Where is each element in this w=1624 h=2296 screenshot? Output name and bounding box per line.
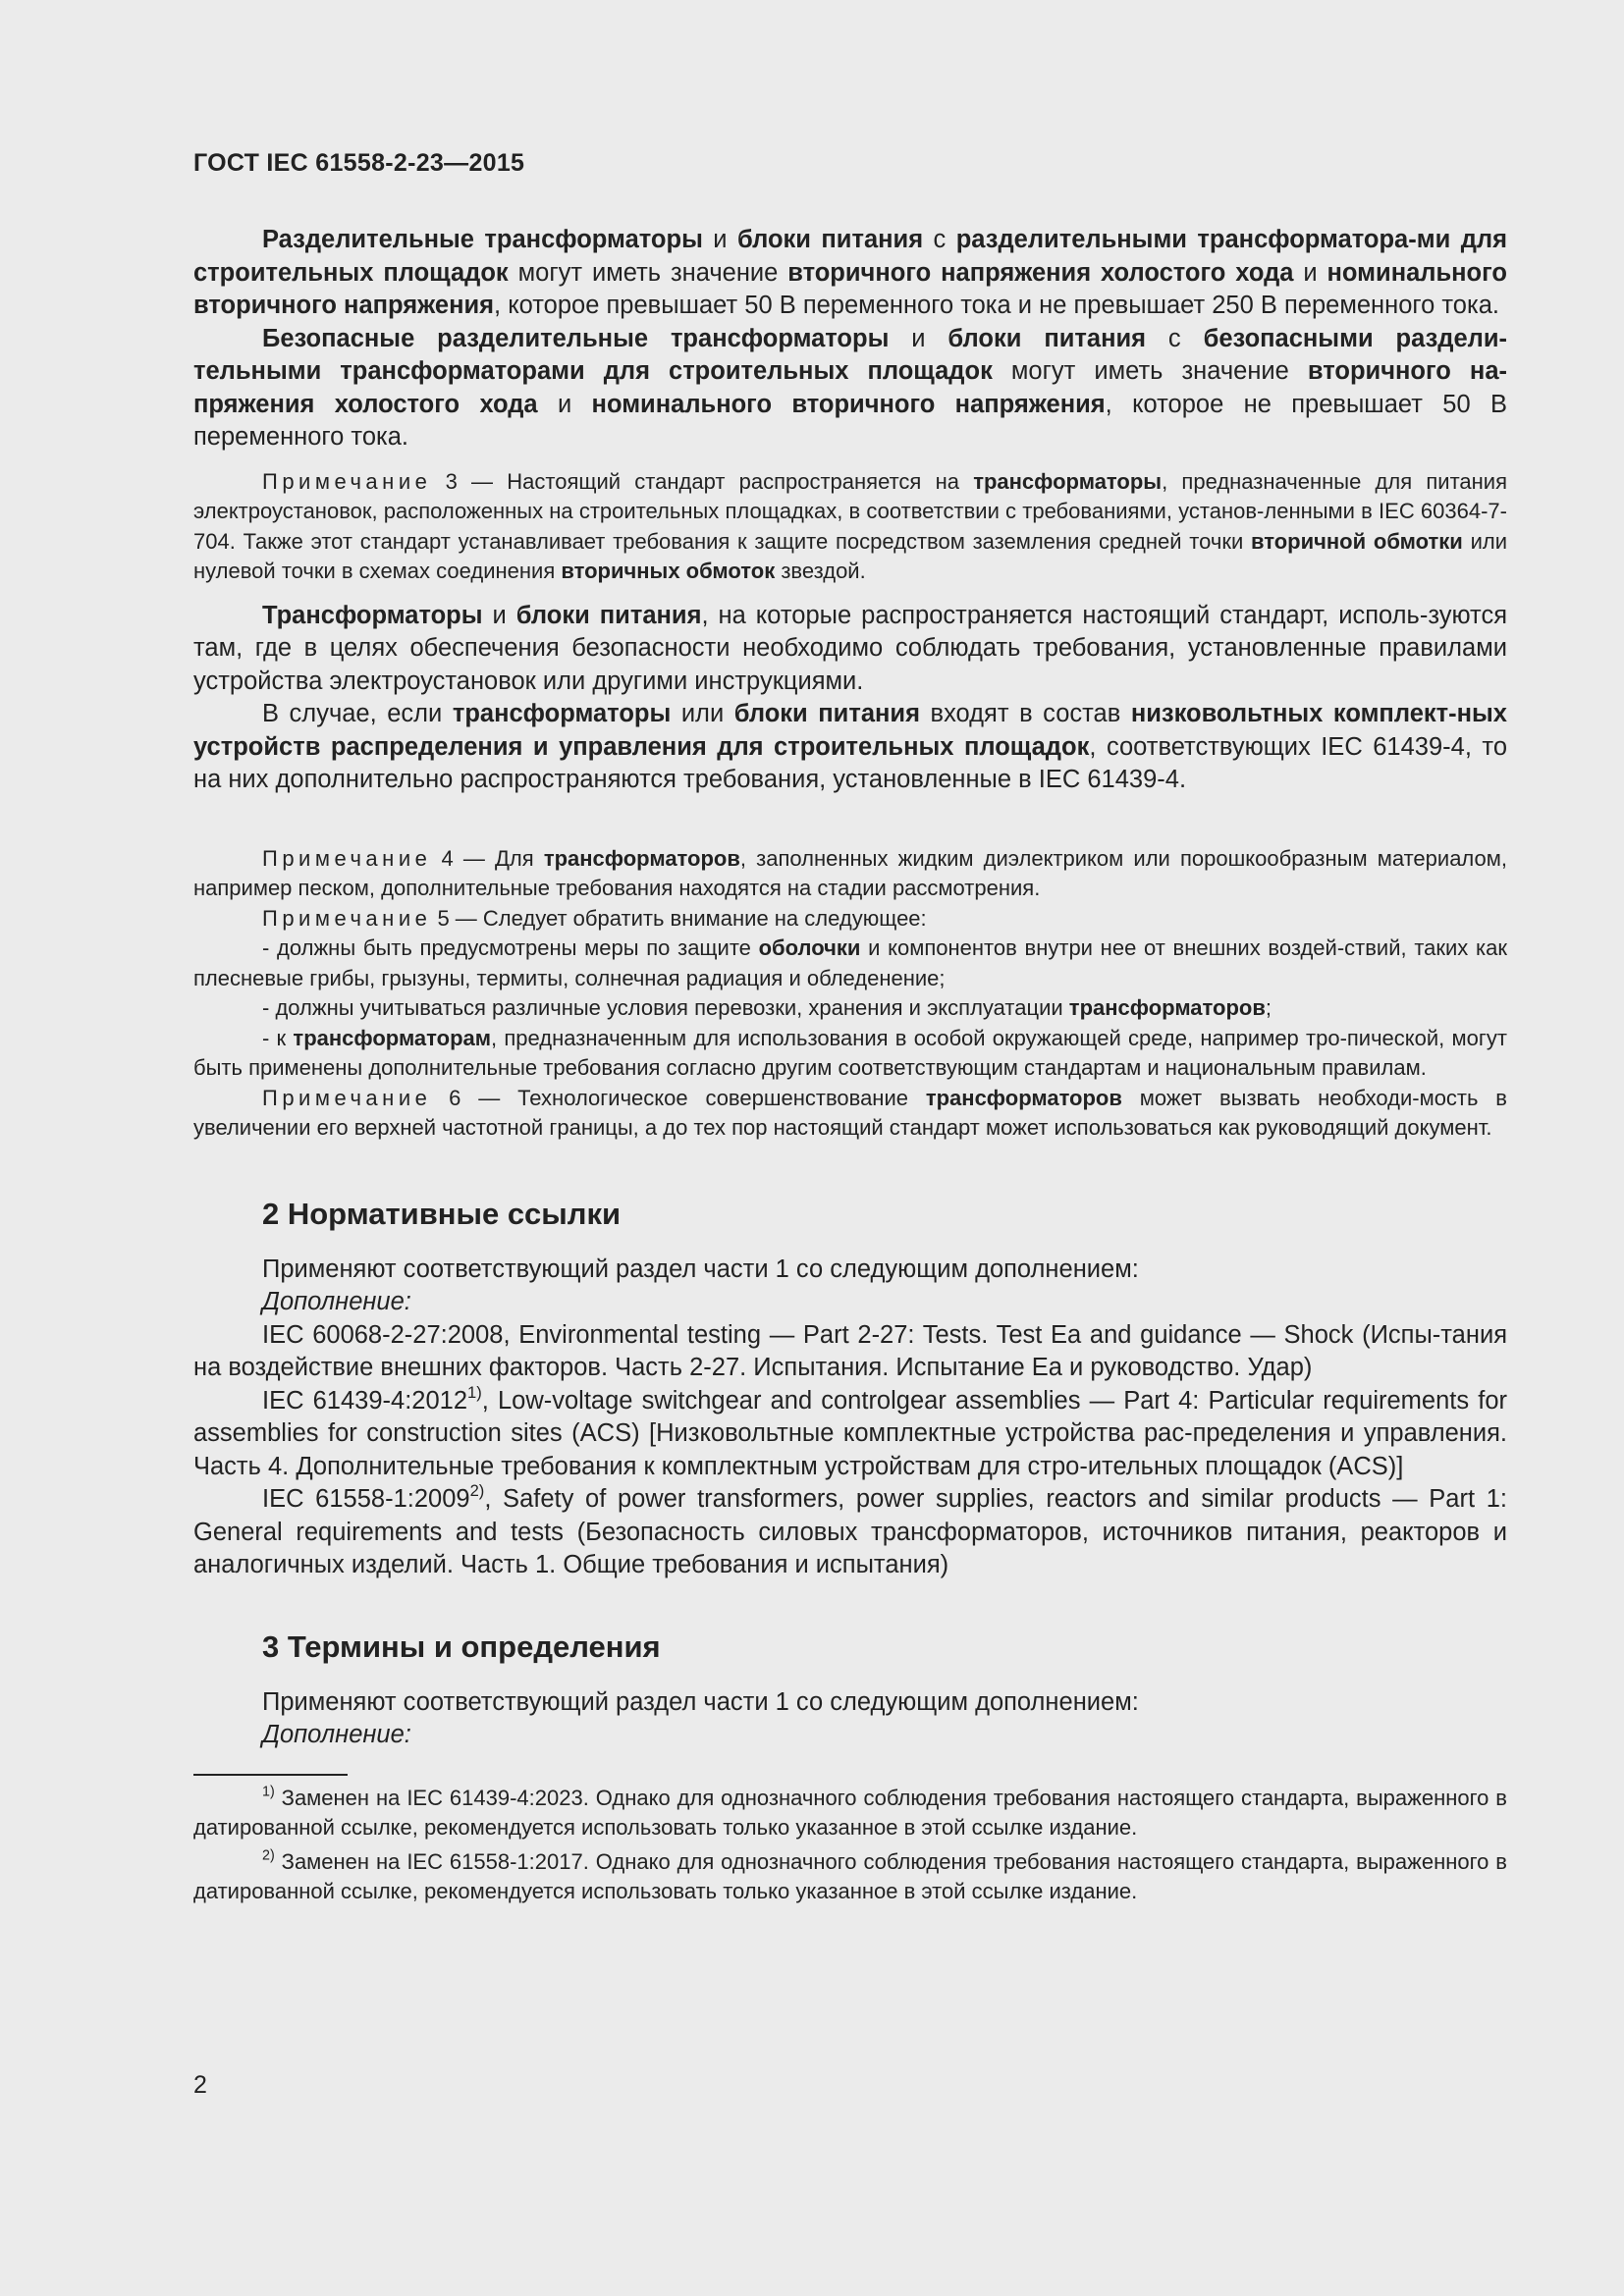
text-run: или — [671, 700, 734, 727]
bold-term: вторичного напряжения холостого хода — [787, 258, 1294, 287]
text-run: , Low-voltage switchgear and controlgear assemblies — Part 4: Particular requirements for assemblies for construction sites (ACS) [Низковольтные комплектные устройства рас-пределения и управления. Часть 4. Дополнительные требования к комплектным устройствам для стро-ительных площадок (ACS)] — [193, 1386, 1507, 1480]
text-run: - к — [262, 1025, 294, 1050]
footnote-rule — [193, 1774, 348, 1776]
bold-term: трансформаторы — [973, 468, 1163, 494]
text-run: , предназначенным для использования в особой окружающей среде, например тро-пической, могут быть применены дополнительные требования согласно другим соответствующим стандартам и национальным правилам. — [193, 1025, 1507, 1080]
text-run: IEC 61558-1:2009 — [262, 1485, 470, 1513]
text-run: В случае, если — [262, 700, 453, 727]
bold-term: блоки питания — [733, 700, 920, 727]
paragraph — [193, 323, 1507, 454]
note-6 — [193, 1084, 1507, 1144]
text-run: и — [702, 226, 737, 253]
text-run: IEC 60068-2-27:2008, Environmental testing — Part 2-27: Tests. Test Ea and guidance — Shock (Испы-тания на воздействие внешних факторов. Часть 2-27. Испытания. Испытание Ea и руководство. Удар) — [193, 1320, 1507, 1381]
reference-entry — [193, 1483, 1507, 1582]
text-run: IEC 61439-4:2012 — [262, 1386, 468, 1415]
footnote — [193, 1784, 1507, 1843]
note-5 — [193, 904, 1507, 934]
bold-term: вторичных обмоток — [561, 559, 776, 583]
text-run: Применяют соответствующий раздел части 1 со следующим дополнением: — [262, 1687, 1139, 1716]
paragraph — [193, 1686, 1507, 1720]
bold-term: трансформаторов — [925, 1085, 1122, 1110]
text-run: , которое не превышает 50 В переменного тока. — [193, 390, 1507, 451]
text-run: , на которые распространяется настоящий стандарт, исполь-зуются там, где в целях обеспечения безопасности необходимо соблюдать требования, установленные правилами устройства электроустановок или другими инструкциями. — [193, 601, 1507, 695]
page-content — [193, 224, 1507, 1907]
bold-term: трансформаторы — [452, 700, 672, 727]
text-run: , Safety of power transformers, power supplies, reactors and similar products — Part 1: General requirements and tests (Безопасность силовых трансформаторов, источников питания, реакторов и аналогичных изделий. Часть 1. Общие требования и испытания) — [193, 1485, 1507, 1578]
text-run: , соответствующих IEC 61439-4, то на них дополнительно распространяются требования, установленные в IEC 61439-4. — [193, 732, 1507, 793]
text-run: и компонентов внутри нее от внешних воздей-ствий, таких как плесневые грибы, грызуны, термиты, солнечная радиация и обледенение; — [193, 935, 1507, 990]
bold-term: вторичного на-пряжения холостого хода — [193, 357, 1507, 418]
paragraph — [193, 600, 1507, 699]
bold-term: блоки питания — [515, 601, 702, 629]
bold-term: блоки питания — [947, 324, 1147, 352]
text-run: - должны быть предусмотрены меры по защите — [262, 935, 759, 960]
text-run: и — [1293, 258, 1327, 287]
text-run: Заменен на IEC 61439-4:2023. Однако для однозначного соблюдения требования настоящего стандарта, выраженного в датированной ссылке, рекомендуется использовать только указанное в этой ссылке издание. — [193, 1785, 1507, 1840]
section-heading: 3 Термины и определения — [262, 1629, 661, 1664]
text-run: 6 — Технологическое совершенствование — [431, 1085, 926, 1110]
text-run: , предназначенные для питания электроустановок, расположенных на строительных площадках, в соответствии с требованиями, установ-ленными в IEC 60364-7-704. Также этот стандарт устанавливает требования к защите посредством заземления средней точки — [193, 468, 1507, 554]
text-run: и — [889, 324, 948, 352]
italic-label: Дополнение: — [262, 1288, 411, 1315]
document-header: ГОСТ IEC 61558-2-23—2015 — [193, 149, 525, 177]
text-run: Применяют соответствующий раздел части 1 со следующим дополнением: — [262, 1255, 1139, 1283]
note-5-item — [193, 934, 1507, 993]
bold-term: оболочки — [758, 935, 861, 960]
paragraph — [193, 1254, 1507, 1287]
text-run: может вызвать необходи-мость в увеличении его верхней частотной границы, а до тех пор настоящий стандарт может использоваться как руководящий документ. — [193, 1085, 1507, 1140]
bold-term: Трансформаторы — [262, 601, 483, 629]
text-run: звездой. — [775, 559, 866, 583]
bold-term: вторичной обмотки — [1251, 528, 1463, 554]
section-heading: 2 Нормативные ссылки — [262, 1196, 622, 1231]
footnote-marker: 2) — [469, 1481, 485, 1501]
footnote-marker: 2) — [262, 1847, 275, 1864]
addition-label — [193, 1719, 1507, 1752]
text-run: , заполненных жидким диэлектриком или порошкообразным материалом, например песком, дополнительные требования находятся на стадии рассмотрения. — [193, 845, 1507, 900]
text-run: 4 — Для — [431, 845, 544, 871]
text-run: ; — [1265, 995, 1272, 1020]
page-number: 2 — [193, 2071, 207, 2099]
text-run: - должны учитываться различные условия перевозки, хранения и эксплуатации — [262, 995, 1069, 1020]
bold-term: разделительными трансформатора-ми для строительных площадок — [193, 226, 1507, 287]
bold-term: Разделительные трансформаторы — [262, 226, 703, 253]
bold-term: трансформаторам — [293, 1025, 492, 1050]
footnote-marker: 1) — [262, 1784, 275, 1800]
text-run: , которое превышает 50 В переменного тока и не превышает 250 В переменного тока. — [494, 292, 1499, 319]
note-label: Примечание — [262, 905, 432, 931]
text-run: 3 — Настоящий стандарт распространяется на — [431, 468, 974, 494]
text-run: или нулевой точки в схемах соединения — [193, 528, 1507, 583]
text-run: и — [537, 390, 592, 418]
text-run: и — [482, 601, 516, 629]
note-4 — [193, 844, 1507, 904]
bold-term: трансформаторов — [1068, 995, 1266, 1020]
note-5-item — [193, 993, 1507, 1024]
addition-label — [193, 1286, 1507, 1319]
bold-term: трансформаторов — [543, 845, 740, 871]
paragraph — [193, 698, 1507, 797]
bold-term: безопасными раздели-тельными трансформаторами для строительных площадок — [193, 324, 1508, 385]
text-run: с — [1146, 324, 1204, 352]
bold-term: номинального вторичного напряжения — [591, 390, 1106, 418]
bold-term: номинального вторичного напряжения — [193, 258, 1507, 319]
text-run: 5 — Следует обратить внимание на следующее: — [431, 905, 927, 931]
note-label: Примечание — [262, 845, 432, 871]
note-label: Примечание — [262, 1085, 432, 1110]
bold-term: Безопасные разделительные трансформаторы — [262, 324, 890, 352]
text-run: могут иметь значение — [508, 258, 788, 287]
text-run: могут иметь значение — [992, 357, 1308, 385]
note-label: Примечание — [262, 468, 432, 494]
footnote — [193, 1847, 1507, 1907]
footnote-marker: 1) — [467, 1382, 482, 1402]
text-run: с — [923, 226, 956, 253]
bold-term: блоки питания — [736, 226, 924, 253]
italic-label: Дополнение: — [262, 1721, 411, 1748]
note-5-item — [193, 1024, 1507, 1084]
bold-term: низковольтных комплект-ных устройств распределения и управления для строительных площадок — [193, 700, 1507, 761]
reference-entry — [193, 1319, 1507, 1385]
paragraph — [193, 224, 1507, 323]
text-run: Заменен на IEC 61558-1:2017. Однако для однозначного соблюдения требования настоящего стандарта, выраженного в датированной ссылке, рекомендуется использовать только указанное в этой ссылке издание. — [193, 1848, 1507, 1903]
text-run: входят в состав — [919, 700, 1131, 727]
note-3 — [193, 467, 1507, 587]
reference-entry — [193, 1382, 1507, 1484]
